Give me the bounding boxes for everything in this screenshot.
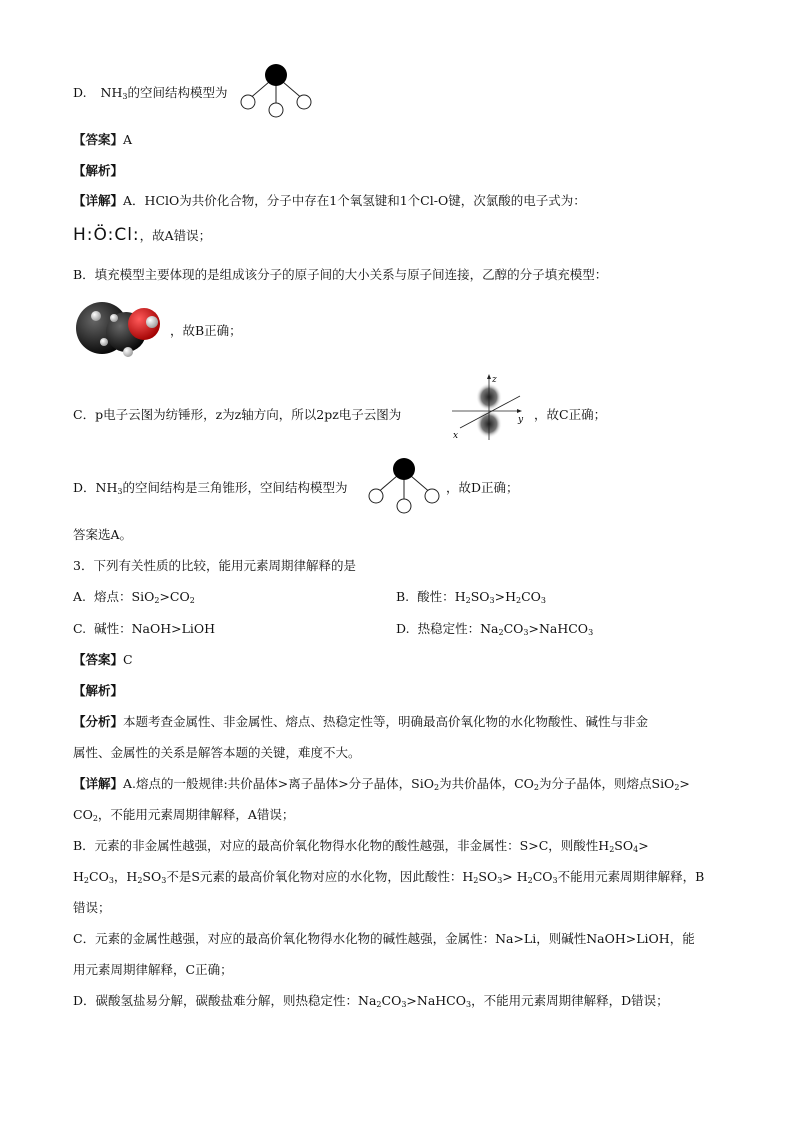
option-letter: D. (73, 85, 87, 100)
q3-option-b: B. 酸性：$H_2SO_3>H_2CO_3$ (396, 589, 546, 605)
q3-option-a: A. 熔点：$SiO_2>CO_2$ (73, 589, 195, 605)
detail-b-text: B．填充模型主要体现的是组成该分子的原子间的大小关系与原子间连接，乙醇的分子填充模型： (73, 267, 608, 282)
q3-detail-b-line-1: B．元素的非金属性越强，对应的最高价氧化物得水化物的酸性越强，非金属性：S>C，则酸性$H_2SO_4>$ (73, 838, 649, 854)
q3-answer-value: C (123, 652, 133, 667)
z-axis-label: z (492, 375, 497, 385)
q3-fenxi-line-2: 属性、金属性的关系是解答本题的关键，难度不大。 (73, 745, 361, 760)
detail-d-end: ，故D正确； (446, 480, 519, 495)
option-d-line (73, 84, 228, 106)
formula: $NH_3$ (100, 85, 128, 101)
detail-d-line: D．$NH_3$的空间结构是三角锥形，空间结构模型为 (73, 480, 348, 496)
nh3-ball-stick-model-bottom (364, 456, 448, 516)
q3-option-c: C. 碱性：NaOH>LiOH (73, 621, 216, 636)
answer-value: A (123, 132, 133, 147)
q3-answer-line: 【答案】C (73, 652, 133, 667)
x-axis-label: x (453, 431, 459, 441)
q3-detail-b-line-3: 错误； (73, 900, 111, 915)
detail-a-end: ，故A错误； (139, 228, 212, 243)
2pz-electron-cloud-diagram (450, 372, 532, 442)
nh3-ball-stick-model-top (236, 62, 320, 120)
detail-c-text: C．p电子云图为纺锤形，z为z轴方向，所以2pz电子云图为 (73, 407, 402, 422)
question-3-stem: 3．下列有关性质的比较，能用元素周期律解释的是 (73, 558, 356, 573)
q3-fenxi-line-1: 【分析】本题考查金属性、非金属性、熔点、热稳定性等，明确最高价氧化物的水化物酸性、碱性与非金 (73, 714, 649, 729)
detail-a-line (73, 192, 586, 210)
detail-b-end: ，故B正确； (170, 323, 242, 338)
ethanol-space-filling-model (74, 298, 166, 362)
q3-detail-c-line-1: C．元素的金属性越强，对应的最高价氧化物得水化物的碱性越强，金属性：Na>Li，则碱性NaOH>LiOH，能 (73, 931, 695, 946)
conclusion: 答案选A。 (73, 527, 133, 542)
q3-detail-c-line-2: 用元素周期律解释，C正确； (73, 962, 233, 977)
answer-line (73, 131, 132, 149)
q3-detail-a-line-2: $CO_2$，不能用元素周期律解释，A错误； (73, 807, 295, 823)
y-axis-label: y (518, 415, 524, 425)
q3-detail-a-line-1: 【详解】A.熔点的一般规律:共价晶体>离子晶体>分子晶体，SiO$_2$为共价晶体，$CO_2$为分子晶体，则熔点SiO$_2$> (73, 776, 690, 792)
answer-tag: 【答案】 (73, 132, 124, 147)
detail-tag: 【详解】 (73, 193, 124, 208)
q3-detail-b-line-2: $H_2CO_3$，$H_2SO_3$不是S元素的最高价氧化物对应的水化物，因此酸性：$H_2SO_3> H_2CO_3$不能用元素周期律解释，B (73, 869, 705, 885)
q3-option-d: D. 热稳定性：$Na_2CO_3>NaHCO_3$ (396, 621, 594, 637)
detail-a-text: A．HClO为共价化合物，分子中存在1个氧氢键和1个Cl-O键，次氯酸的电子式为： (123, 193, 586, 208)
detail-c-end: ，故C正确； (534, 407, 607, 422)
option-text: 的空间结构模型为 (127, 85, 228, 100)
q3-analysis-tag: 【解析】 (73, 683, 124, 698)
analysis-tag: 【解析】 (73, 163, 124, 178)
q3-detail-d-line: D．碳酸氢盐易分解，碳酸盐难分解，则热稳定性：$Na_2CO_3>NaHCO_3$，不能用元素周期律解释，D错误； (73, 993, 669, 1009)
lewis-line (73, 226, 211, 245)
hclo-lewis-structure: H:Ö:Cl: (73, 225, 140, 245)
